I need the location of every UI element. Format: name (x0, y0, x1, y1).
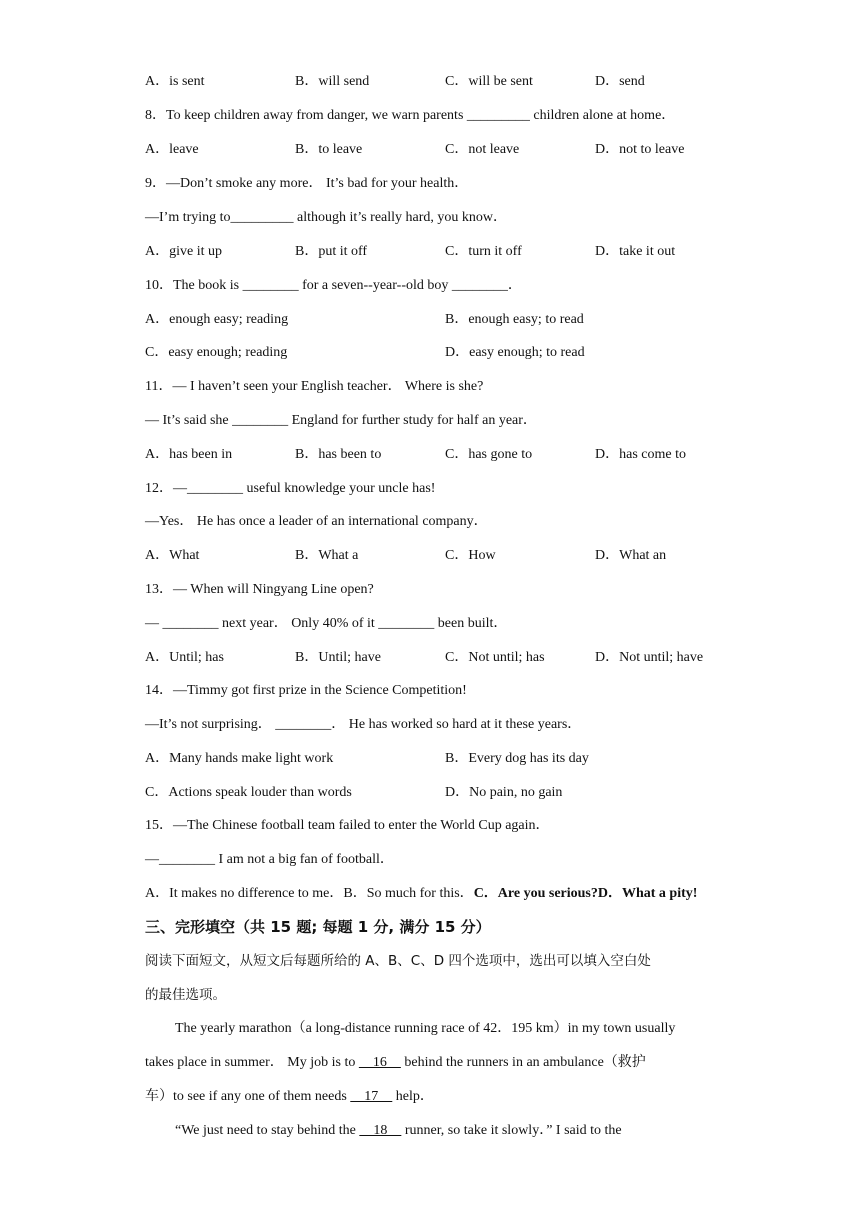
q10-option-b: B．enough easy; to read (445, 312, 584, 327)
passage-text: help． (392, 1089, 434, 1104)
q14-line2: —It’s not surprising． ________． He has worked so hard at it these years． (145, 717, 582, 732)
q11-line2: — It’s said she ________ England for further study for half an year． (145, 413, 537, 428)
q14-option-d: D．No pain, no gain (445, 785, 563, 800)
q14-line1: 14．—Timmy got first prize in the Science Competition! (145, 683, 467, 698)
q10-stem: 10．The book is ________ for a seven--year--old boy ________． (145, 278, 522, 293)
section3-instruction-1: 阅读下面短文，从短文后每题所给的 A、B、C、D 四个选项中，选出可以填入空白处 (145, 953, 651, 969)
q7-option-b: B．will send (295, 74, 370, 89)
q14-option-c: C．Actions speak louder than words (145, 785, 352, 800)
q11-option-d: D．has come to (595, 447, 686, 462)
q14-option-a: A．Many hands make light work (145, 751, 334, 766)
q11-line1: 11．— I haven’t seen your English teacher． Where is she? (145, 379, 484, 394)
passage-text: “We just need to stay behind the (175, 1123, 360, 1138)
q13-option-b: B．Until; have (295, 650, 381, 665)
q13-line2: — ________ next year． Only 40% of it ________ been built． (145, 616, 508, 631)
q13-option-d: D．Not until; have (595, 650, 704, 665)
blank-16: 16 (358, 1055, 401, 1070)
passage-p1-line2 (145, 1053, 646, 1073)
q15-line1: 15．—The Chinese football team failed to enter the World Cup again． (145, 818, 550, 833)
q7-option-a: A．is sent (145, 74, 205, 89)
q13-option-c: C．Not until; has (445, 650, 545, 665)
q11-option-a: A．has been in (145, 447, 233, 462)
q11-option-c: C．has gone to (445, 447, 533, 462)
blank-18: 18 (359, 1123, 402, 1138)
q10-option-a: A．enough easy; reading (145, 312, 289, 327)
passage-p1-line3 (145, 1087, 434, 1107)
q15-line2: —________ I am not a big fan of football． (145, 852, 394, 867)
q8-option-b: B．to leave (295, 142, 363, 157)
passage-text: 车）to see if any one of them needs (145, 1089, 351, 1104)
q8-option-d: D．not to leave (595, 142, 685, 157)
q11-option-b: B．has been to (295, 447, 382, 462)
q10-option-c: C．easy enough; reading (145, 345, 288, 360)
q10-option-d: D．easy enough; to read (445, 345, 585, 360)
q7-option-c: C．will be sent (445, 74, 533, 89)
passage-p2-line1 (175, 1121, 622, 1141)
q9-line1: 9．—Don’t smoke any more． It’s bad for your health． (145, 176, 469, 191)
q9-line2: —I’m trying to_________ although it’s really hard, you know． (145, 210, 508, 225)
section3-title: 三、完形填空（共 15 题; 每题 1 分, 满分 15 分） (145, 918, 491, 936)
q15-options-cd: C．Are you serious?D．What a pity! (473, 886, 698, 901)
q9-option-b: B．put it off (295, 244, 368, 259)
q12-option-a: A．What (145, 548, 200, 563)
passage-p1-line1: The yearly marathon（a long-distance running race of 42．195 km）in my town usually (175, 1021, 676, 1036)
passage-text: takes place in summer． My job is to (145, 1055, 359, 1070)
q9-option-c: C．turn it off (445, 244, 522, 259)
q12-line1: 12．—________ useful knowledge your uncle has! (145, 481, 436, 496)
section3-instruction-2: 的最佳选项。 (145, 987, 226, 1003)
q14-option-b: B．Every dog has its day (445, 751, 589, 766)
q8-option-a: A．leave (145, 142, 199, 157)
q15-options (145, 884, 697, 904)
q15-options-ab: A．It makes no difference to me．B．So much for this． (145, 886, 474, 901)
passage-text: runner, so take it slowly．” I said to the (401, 1123, 622, 1138)
passage-text: behind the runners in an ambulance（救护 (400, 1055, 646, 1070)
q8-option-c: C．not leave (445, 142, 520, 157)
q9-option-a: A．give it up (145, 244, 222, 259)
q13-option-a: A．Until; has (145, 650, 224, 665)
q7-option-d: D．send (595, 74, 645, 89)
q12-option-b: B．What a (295, 548, 359, 563)
q8-stem: 8．To keep children away from danger, we warn parents _________ children alone at home． (145, 108, 676, 123)
q12-line2: —Yes． He has once a leader of an international company． (145, 514, 488, 529)
q12-option-c: C．How (445, 548, 496, 563)
q9-option-d: D．take it out (595, 244, 676, 259)
blank-17: 17 (350, 1089, 393, 1104)
q12-option-d: D．What an (595, 548, 667, 563)
q13-line1: 13．— When will Ningyang Line open? (145, 582, 374, 597)
